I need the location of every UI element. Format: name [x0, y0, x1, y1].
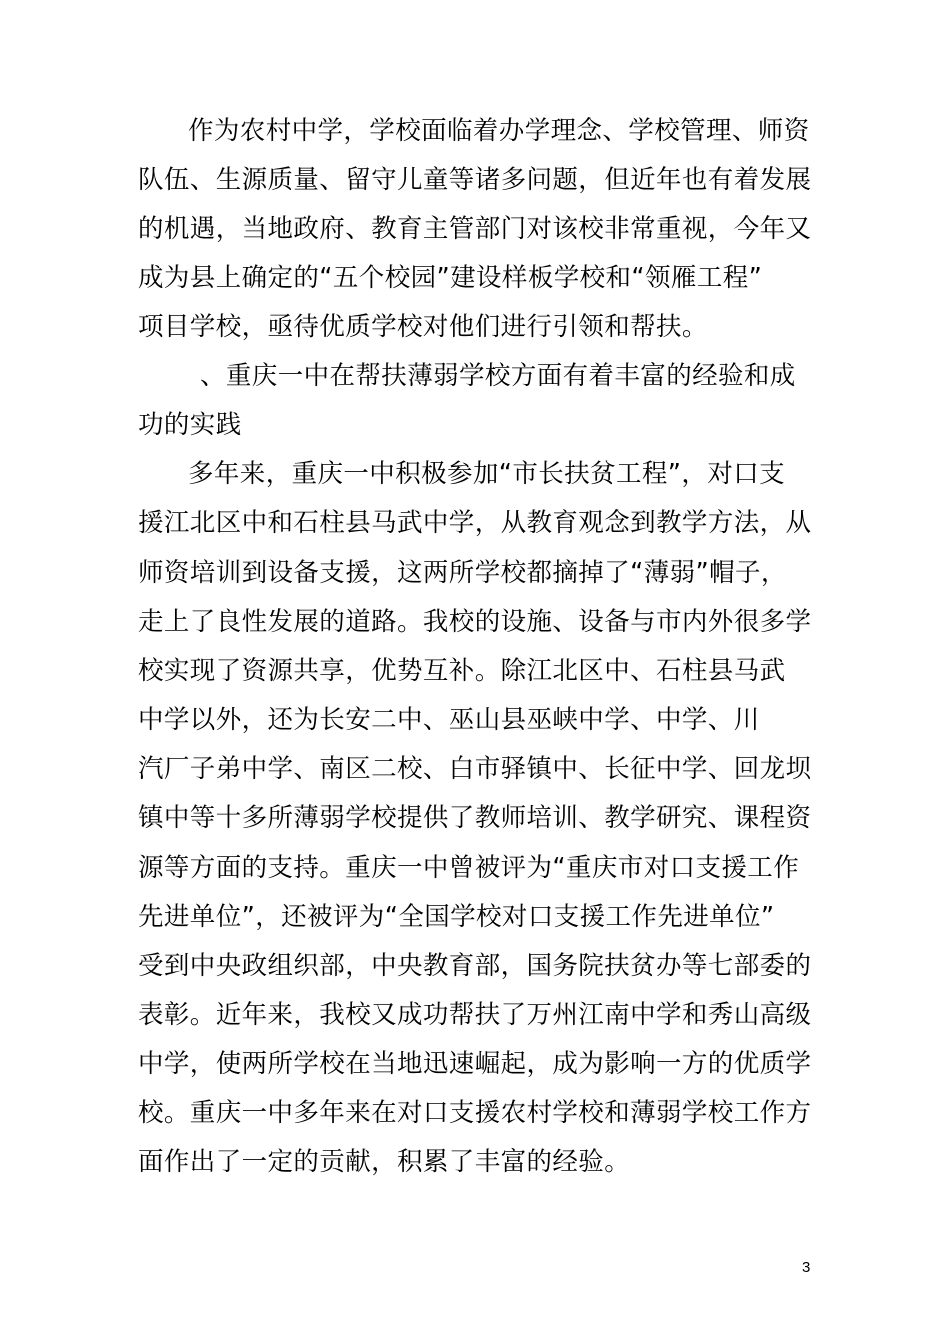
- paragraph-line: 援江北区中和石柱县马武中学，从教育观念到教学方法，从: [138, 508, 812, 538]
- paragraph-line: 源等方面的支持。重庆一中曾被评为“重庆市对口支援工作: [138, 853, 800, 883]
- paragraph-line: 成为县上确定的“五个校园”建设样板学校和“领雁工程”: [138, 263, 763, 293]
- paragraph-line: 汽厂子弟中学、南区二校、白市驿镇中、长征中学、回龙坝: [138, 754, 812, 784]
- paragraph-line: 面作出了一定的贡献，积累了丰富的经验。: [138, 1147, 631, 1177]
- paragraph-line: 受到中央政组织部，中央教育部，国务院扶贫办等七部委的: [138, 951, 812, 981]
- paragraph-line: 校实现了资源共享，优势互补。除江北区中、石柱县马武: [138, 656, 786, 686]
- paragraph-line: 项目学校，亟待优质学校对他们进行引领和帮扶。: [138, 312, 708, 342]
- paragraph-line: 先进单位”，还被评为“全国学校对口支援工作先进单位”: [138, 902, 775, 932]
- page-number: 3: [802, 1259, 811, 1276]
- paragraph-line: 中学以外，还为长安二中、巫山县巫峡中学、中学、川: [138, 705, 760, 735]
- section-heading-line: 功的实践: [138, 410, 242, 440]
- paragraph-line: 中学，使两所学校在当地迅速崛起，成为影响一方的优质学: [138, 1049, 812, 1079]
- paragraph-line: 多年来，重庆一中积极参加“市长扶贫工程”，对口支: [188, 459, 786, 489]
- paragraph-line: 表彰。近年来，我校又成功帮扶了万州江南中学和秀山高级: [138, 1000, 812, 1030]
- paragraph-line: 校。重庆一中多年来在对口支援农村学校和薄弱学校工作方: [138, 1098, 812, 1128]
- paragraph-line: 作为农村中学，学校面临着办学理念、学校管理、师资: [188, 116, 810, 146]
- paragraph-line: 的机遇，当地政府、教育主管部门对该校非常重视，今年又: [138, 214, 812, 244]
- paragraph-line: 队伍、生源质量、留守儿童等诸多问题，但近年也有着发展: [138, 165, 812, 195]
- paragraph-line: 师资培训到设备支援，这两所学校都摘掉了“薄弱”帽子，: [138, 558, 787, 588]
- paragraph-line: 走上了良性发展的道路。我校的设施、设备与市内外很多学: [138, 607, 812, 637]
- paragraph-line: 镇中等十多所薄弱学校提供了教师培训、教学研究、课程资: [138, 803, 812, 833]
- section-heading-line: 、重庆一中在帮扶薄弱学校方面有着丰富的经验和成: [200, 361, 796, 391]
